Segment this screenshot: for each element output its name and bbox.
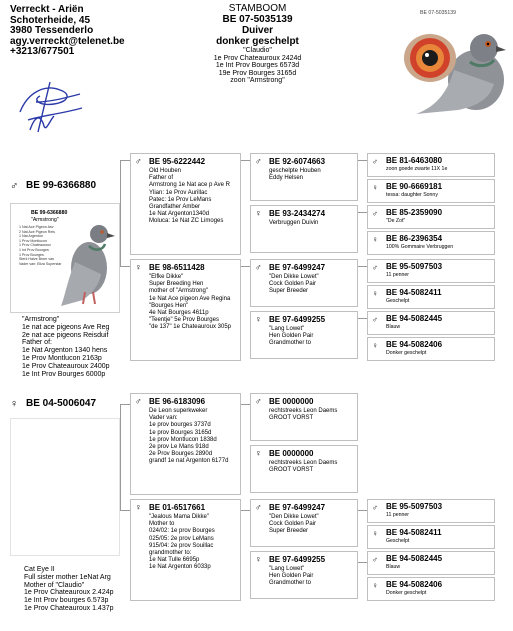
ancestor-ring: BE 94-5082445 [386, 554, 443, 563]
dam-note: Cat Eye II [24, 566, 55, 573]
pedigree-line: Grandfather Amber [149, 204, 201, 211]
male-icon: ♂ [255, 262, 262, 272]
ancestor-card [367, 577, 495, 601]
pedigree-line: grandmother to: [149, 550, 192, 557]
ancestor-card [367, 179, 495, 203]
sire-note: Father of: [22, 339, 52, 347]
sire-section [10, 180, 122, 194]
ancestor-card [367, 337, 495, 361]
pedigree-line: Hen Golden Pair [269, 333, 314, 340]
sire-note: 1e Prov Chateauroux 2400p [22, 362, 110, 370]
great-grandparent-card [250, 445, 358, 493]
ancestor-line: zoon goede zwarte 11X 1e [386, 166, 448, 172]
signature [10, 72, 90, 142]
pedigree-line: Cock Golden Pair [269, 281, 317, 288]
great-grandparent-card [250, 205, 358, 253]
male-icon: ♂ [372, 315, 378, 324]
pedigree-line: Vader van: [149, 415, 178, 422]
dam-note: 1e Prov Chateauroux 2.424p [24, 589, 114, 597]
pedigree-line: Hen Golden Pair [269, 573, 314, 580]
pedigree-line: Grandmother to [269, 580, 312, 587]
sire-card-line: 1 Nat Argenton [19, 234, 43, 239]
ancestor-ring: BE 95-5097503 [386, 262, 443, 271]
grandparent-ring: BE 96-6183096 [149, 397, 206, 406]
male-icon: ♂ [372, 503, 378, 512]
male-icon: ♂ [372, 263, 378, 272]
great-grandparent-ring: BE 97-6499255 [269, 555, 326, 564]
great-grandparent-lines [269, 460, 337, 474]
ancestor-card [367, 153, 495, 177]
pedigree-line: GROOT VORST [269, 415, 314, 422]
ancestor-card [367, 205, 495, 229]
great-grandparent-lines [269, 326, 313, 348]
ancestor-ring: BE 90-6669181 [386, 182, 443, 191]
great-grandparent-ring: BE 97-6499255 [269, 315, 326, 324]
pigeon-sex: Duiver [241, 25, 274, 36]
pigeon-result-3: 19e Prov Bourges 3165d [218, 69, 297, 77]
sire-card-line: 2 Nat Ace Pigeon Reis [19, 229, 55, 234]
ancestor-card [367, 259, 495, 283]
ancestor-line: Geschelpt [386, 298, 410, 304]
male-icon: ♂ [372, 555, 378, 564]
ancestor-ring: BE 94-5082445 [386, 314, 443, 323]
owner-email[interactable]: agy.verreckt@telenet.be [10, 35, 125, 47]
dam-notes [24, 566, 114, 613]
grandparent-card [130, 499, 241, 601]
owner-street: Schoterheide, 45 [10, 14, 91, 26]
dam-ring: BE 04-5006047 [26, 398, 97, 409]
great-grandparent-lines [269, 566, 313, 588]
dam-note: 1e Prov Chateauroux 1.437p [24, 604, 114, 612]
pedigree-line: 1e Nat Argenton 6033p [149, 564, 211, 571]
female-icon: ♀ [372, 581, 378, 590]
great-grandparent-lines [269, 220, 318, 227]
pedigree-line: "Den Dikke Lowet" [269, 514, 319, 520]
doc-title: STAMBOOM [228, 3, 287, 14]
ancestor-line: 100% Gommaire Verbruggen [386, 244, 454, 250]
pigeon-color: donker geschelpt [216, 36, 299, 47]
female-icon: ♀ [372, 235, 378, 244]
grandparent-lines [149, 168, 230, 226]
female-icon: ♀ [10, 398, 19, 410]
sire-card-name: "Armstrong" [31, 217, 59, 223]
pedigree-line: "Den Dikke Lowet" [269, 274, 319, 280]
pedigree-line: 2e Prov Bourges 2890d [149, 451, 213, 458]
pedigree-line: Old Houben [149, 168, 182, 174]
pedigree-line: 1e prov Montlucon 1838d [149, 436, 217, 443]
great-grandparent-ring: BE 97-6499247 [269, 263, 326, 272]
pedigree-line: 024/02: 1e prov Bourges [149, 528, 215, 535]
ancestor-ring: BE 85-2359090 [386, 208, 443, 217]
female-icon: ♀ [372, 529, 378, 538]
sire-note: "Armstrong" [22, 316, 60, 323]
great-grandparent-lines [269, 168, 321, 182]
sire-heading [10, 180, 122, 194]
pedigree-line: "Teentje" 5e Prov Bourges [149, 317, 219, 324]
ancestor-line: 11 penner [386, 512, 409, 518]
dam-note: Mother of "Claudio" [24, 581, 85, 589]
ancestor-ring: BE 81-6463080 [386, 156, 443, 165]
pedigree-line: Eddy Helsen [269, 175, 304, 182]
ancestor-line: "De Zot" [386, 218, 406, 224]
great-grandparent-card [250, 259, 358, 307]
sire-card-ring: BE 99-6366880 [31, 210, 68, 216]
ancestor-line: tessa: daughter Sonny [386, 192, 438, 198]
ancestor-line: Blauw [386, 324, 401, 330]
grandparent-card [130, 393, 241, 495]
pedigree-line: Moluca: 1e Nat ZC Limoges [149, 218, 224, 225]
ancestor-line: 11 penner [386, 272, 409, 278]
pedigree-line: Super Breeder [269, 528, 309, 535]
grandparent-lines [149, 274, 231, 332]
sire-note: 1e Prov Montlucon 2163p [22, 354, 102, 362]
pedigree-line: GROOT VORST [269, 467, 314, 474]
female-icon: ♀ [135, 262, 142, 272]
pedigree-line: 2e prov Le Mans 918d [149, 444, 209, 451]
female-icon: ♀ [135, 502, 142, 512]
dam-note: 1e Int Prov bourges 6.573p [24, 597, 109, 605]
ancestor-card [367, 499, 495, 523]
pedigree-line: 915/04: 2e prov Souillac [149, 542, 214, 549]
pedigree-line: 1e prov Bourges 3165d [149, 429, 212, 436]
pedigree-line: 1e prov bourges 3737d [149, 422, 211, 429]
grandparent-ring: BE 98-6511428 [149, 263, 205, 272]
pedigree-line: "Elfke Dikke" [149, 274, 184, 280]
female-icon: ♀ [255, 448, 262, 458]
great-grandparent-card [250, 153, 358, 201]
ancestor-card [367, 231, 495, 255]
female-icon: ♀ [372, 341, 378, 350]
owner-city: 3980 Tessenderlo [10, 25, 94, 36]
great-grandparent-lines [269, 274, 319, 296]
ancestor-ring: BE 95-5097503 [386, 502, 443, 511]
ancestor-card [367, 311, 495, 335]
ancestor-card [367, 551, 495, 575]
ancestor-line: Blauw [386, 564, 401, 570]
pedigree-line: Patec: 1e Prov LeMans [149, 196, 212, 203]
pedigree-line: "Lang Lowet" [269, 566, 305, 572]
great-grandparent-ring: BE 97-6499247 [269, 503, 326, 512]
grandparent-lines [149, 514, 215, 572]
great-grandparent-card [250, 393, 358, 441]
pedigree-line: 4e Nat Bourges 4611p [149, 310, 209, 317]
great-grandparent-card [250, 499, 358, 547]
owner-name: Verreckt - Ariën [10, 4, 84, 15]
great-grandparent-ring: BE 93-2434274 [269, 209, 326, 218]
pedigree-line: 1e Nat Argenton1340d [149, 211, 210, 218]
ancestor-line: Donker geschelpt [386, 590, 427, 596]
ancestor-ring: BE 86-2396354 [386, 234, 443, 243]
male-icon: ♂ [135, 396, 142, 406]
sire-card-line: Sterk Halve Broer van [19, 257, 55, 262]
ancestor-ring: BE 94-5082406 [386, 580, 443, 589]
sire-card-lines [19, 225, 61, 266]
photo-caption: BE 07-5035139 [420, 10, 457, 16]
title-block [180, 3, 335, 85]
sire-card-line: 1 Prov Chateauroux [19, 243, 51, 248]
male-icon: ♂ [10, 180, 19, 192]
pigeon-result-1: 1e Prov Chateauroux 2424d [213, 54, 302, 62]
pedigree-line: De Leon superkweker [149, 408, 208, 414]
female-icon: ♀ [255, 314, 262, 324]
great-grandparent-card [250, 311, 358, 359]
sire-note: 2e nat ace pigeons Reisduif [22, 331, 109, 339]
male-icon: ♂ [372, 157, 378, 166]
dam-heading [10, 398, 122, 412]
sire-ring: BE 99-6366880 [26, 180, 97, 191]
pedigree-line: Cock Golden Pair [269, 521, 317, 528]
grandparent-ring: BE 95-6222442 [149, 157, 206, 166]
sire-card-line: 1 Prov Bourges [19, 252, 44, 257]
pedigree-line: 1e Nat Tulle 6695p [149, 557, 200, 564]
pedigree-line: Mother to [149, 521, 175, 528]
pigeon-son-of: zoon "Armstrong" [230, 77, 285, 85]
female-icon: ♀ [372, 289, 378, 298]
pedigree-line: Super Breeder [269, 288, 309, 295]
pedigree-line: Super Breeding Hen [149, 281, 204, 288]
male-icon: ♂ [255, 502, 262, 512]
ancestor-card [367, 525, 495, 549]
grandparent-ring: BE 01-6517661 [149, 503, 206, 512]
ancestor-ring: BE 94-5082406 [386, 340, 443, 349]
pedigree-line: Ylian: 1e Prov Aurillac [149, 189, 208, 196]
pedigree-line: "Lang Lowet" [269, 326, 305, 332]
sire-note: 1e nat ace pigeons Ave Reg [22, 323, 110, 331]
male-icon: ♂ [255, 156, 262, 166]
pigeon-ring: BE 07-5035139 [222, 14, 293, 25]
pedigree-line: "Bourges Hen" [149, 302, 189, 309]
sire-card-line: 1 Prov Montlucon [19, 238, 47, 243]
sire-notes [22, 316, 110, 378]
female-icon: ♀ [372, 183, 378, 192]
pedigree-line: Grandmother to [269, 340, 312, 347]
pigeon-photo-image [398, 10, 508, 118]
pedigree-line: grandf 1e nat Argenton 6177d [149, 458, 229, 465]
pedigree-line: rechtstreeks Leon Daems [269, 408, 338, 414]
pedigree-line: 025/05: 2e prov LeMans [149, 535, 214, 542]
great-grandparent-ring: BE 0000000 [269, 449, 314, 458]
sire-card-line: 1 Int Prov Bourges [19, 247, 49, 252]
great-grandparent-ring: BE 0000000 [269, 397, 314, 406]
ancestor-line: Donker geschelpt [386, 350, 427, 356]
pedigree-line: "de 137" 1e Chateauroux 305p [149, 324, 231, 331]
sire-card [10, 203, 120, 313]
ancestor-card [367, 285, 495, 309]
ancestor-line: Geschelpt [386, 538, 410, 544]
sire-note: 1e Int Prov Bourges 6000p [22, 370, 106, 378]
male-icon: ♂ [135, 156, 142, 166]
pedigree-line: rechtstreeks Leon Daems [269, 460, 338, 466]
great-grandparent-ring: BE 92-6074663 [269, 157, 326, 166]
grandparent-card [130, 259, 241, 361]
pigeon-name: "Claudio" [243, 47, 272, 54]
grandparent-lines [149, 408, 228, 466]
female-icon: ♀ [255, 554, 262, 564]
pigeon-photo [398, 10, 508, 118]
pedigree-line: Verbruggen Duivin [269, 220, 319, 226]
grandparent-card [130, 153, 241, 255]
pedigree-line: 1e Nat Ace pigeon Ave Regina [149, 295, 231, 302]
male-icon: ♂ [372, 209, 378, 218]
sire-card-line: Vader van: Eliza Superstar [19, 261, 62, 266]
female-icon: ♀ [255, 208, 262, 218]
pedigree-line: "Jealous Mama Dikke" [149, 514, 209, 520]
sire-card-line: 1 Nat Ace Pigeon Asv [19, 225, 54, 229]
pedigree-line: Father of [149, 175, 174, 182]
sire-photo-image [59, 212, 119, 308]
pedigree-line: Armstrong 1e Nat ace p Ave R [149, 182, 230, 189]
great-grandparent-lines [269, 408, 337, 422]
dam-note: Full sister mother 1eNat Arg [24, 573, 111, 581]
great-grandparent-lines [269, 514, 319, 536]
pigeon-result-2: 1e Int Prov Bourges 6573d [215, 62, 300, 70]
great-grandparent-card [250, 551, 358, 599]
sire-note: 1e Nat Argenton 1340 hens [22, 347, 108, 355]
owner-phone: +3213/677501 [10, 46, 75, 57]
dam-photo-frame [10, 418, 120, 556]
pedigree-line: geschelpte Houben [269, 168, 321, 174]
ancestor-ring: BE 94-5082411 [386, 528, 442, 537]
owner-block [10, 5, 125, 58]
male-icon: ♂ [255, 396, 262, 406]
ancestor-ring: BE 94-5082411 [386, 288, 442, 297]
pedigree-line: mother of "Armstrong" [149, 288, 208, 295]
